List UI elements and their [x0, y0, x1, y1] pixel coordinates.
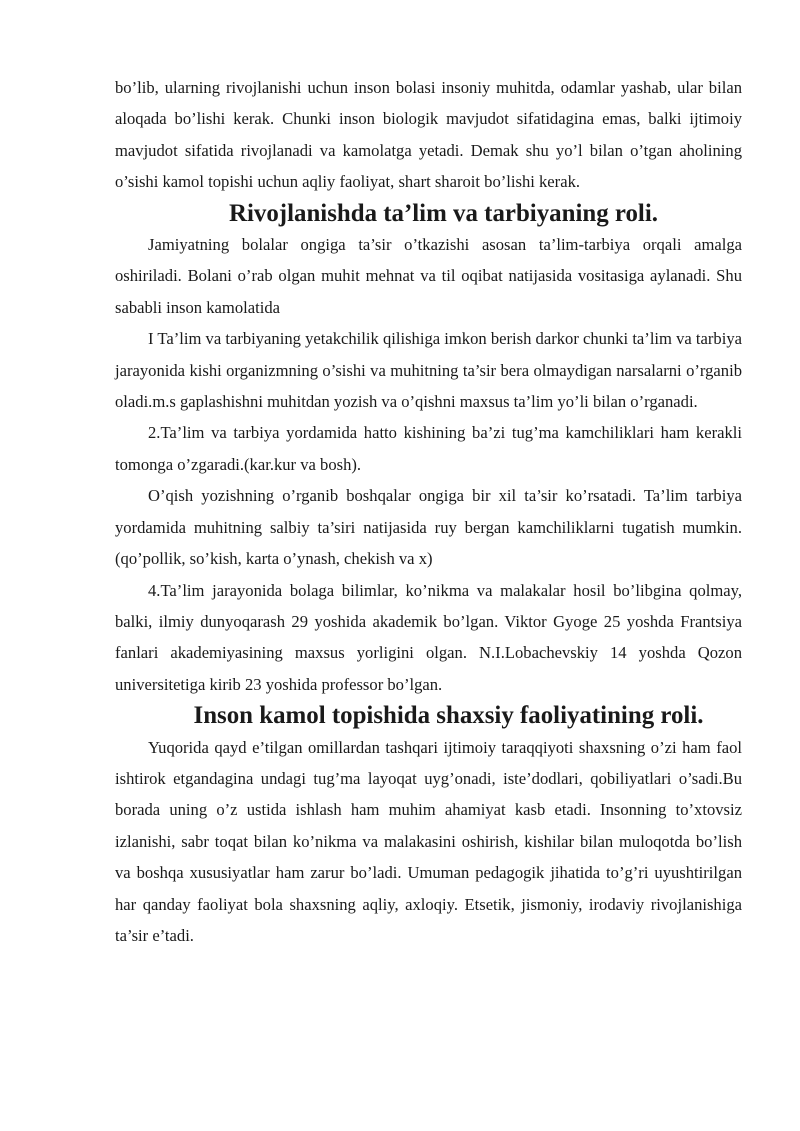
document-page	[115, 72, 742, 951]
section-heading-personal-activity: Inson kamol topishida shaxsiy faoliyatining roli.	[193, 702, 704, 730]
section-heading-education-role: Rivojlanishda ta’lim va tarbiyaning roli.	[229, 199, 658, 227]
paragraph-personal-activity: Yuqorida qayd e’tilgan omillardan tashqari ijtimoiy taraqqiyoti shaxsning o’zi ham faol ishtirok etgandagina undagi tug’ma layoqat uyg’onadi, iste’dodlari, qobiliyatlari o’sadi.Bu borada uning o’z ustida ishlash ham muhim ahamiyat kasb etadi. Insonning to’xtovsiz izlanishi, sabr toqat bilan ko’nikma va malakasini oshirish, kishilar bilan muloqotda bo’lish va boshqa xususiyatlar ham zarur bo’ladi. Umuman pedagogik jihatida to’g’ri uyushtirilgan har qanday faoliyat bola shaxsning aqliy, axloqiy. Etsetik, jismoniy, irodaviy rivojlanishiga ta’sir e’tadi.	[115, 737, 742, 945]
paragraph-society-influence: Jamiyatning bolalar ongiga ta’sir o’tkazishi asosan ta’lim-tarbiya orqali amalga oshiriladi. Bolani o’rab olgan muhit mehnat va til oqibat natijasida vositasiga aylanadi. Shu sababli inson kamolatida	[115, 235, 742, 317]
paragraph-point-2: 2.Ta’lim va tarbiya yordamida hatto kishining ba’zi tug’ma kamchiliklari ham kerakli tomonga o’zgaradi.(kar.kur va bosh).	[115, 423, 742, 474]
paragraph-point-3: O’qish yozishning o’rganib boshqalar ongiga bir xil ta’sir ko’rsatadi. Ta’lim tarbiya yordamida muhitning salbiy ta’siri natijasida ruy bergan kamchiliklarni tugatish mumkin.(qo’pollik, so’kish, karta o’ynash, chekish va x)	[115, 486, 742, 569]
paragraph-point-1: I Ta’lim va tarbiyaning yetakchilik qilishiga imkon berish darkor chunki ta’lim va tarbiya jarayonida kishi organizmning o’sishi va muhitning ta’sir bera olmaydigan narsalarni o’rganib oladi.m.s gaplashishni muhitdan yozish va o’qishni maxsus ta’lim yo’li bilan o’rganadi.	[115, 329, 742, 412]
paragraph-intro-continuation: bo’lib, ularning rivojlanishi uchun inson bolasi insoniy muhitda, odamlar yashab, ular bilan aloqada bo’lishi kerak. Chunki inson biologik mavjudot sifatidagina emas, balki ijtimoiy mavjudot sifatida rivojlanadi va kamolatga yetadi. Demak shu yo’l bilan o’tgan aholining o’sishi kamol topishi uchun aqliy faoliyat, shart sharoit bo’lishi kerak.	[115, 78, 742, 192]
paragraph-point-4: 4.Ta’lim jarayonida bolaga bilimlar, ko’nikma va malakalar hosil bo’libgina qolmay, balki, ilmiy dunyoqarash 29 yoshida akademik bo’lgan. Viktor Gyoge 25 yoshda Frantsiya fanlari akademiyasining maxsus yorligini olgan. N.I.Lobachevskiy 14 yoshda Qozon universitetiga kirib 23 yoshida professor bo’lgan.	[115, 580, 742, 694]
